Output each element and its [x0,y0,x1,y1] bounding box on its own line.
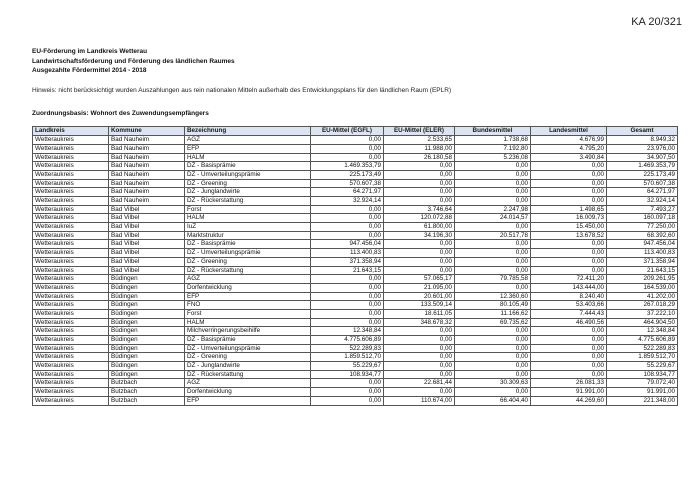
table-row [33,205,678,214]
cell-eler: 0,00 [384,240,455,249]
cell-gesamt: 23.976,00 [607,144,678,153]
cell-egfl: 0,00 [311,379,384,388]
cell-eler: 0,00 [384,257,455,266]
cell-gesamt: 21.643,15 [607,266,678,275]
cell-bezeichnung: DZ - Umverteilungsprämie [185,344,311,353]
cell-eler: 0,00 [384,266,455,275]
cell-bezeichnung: Milchverringerungsbeihilfe [185,327,311,336]
cell-eler: 0,00 [384,327,455,336]
table-row [33,344,678,353]
cell-gesamt: 37.222,10 [607,309,678,318]
table-row [33,249,678,258]
cell-eler: 0,00 [384,336,455,345]
cell-eler: 18.611,05 [384,309,455,318]
cell-bezeichnung: Marktstruktur [185,231,311,240]
cell-kommune: Bad Nauheim [109,197,185,206]
table-row [33,214,678,223]
cell-gesamt: 32.924,14 [607,197,678,206]
cell-bezeichnung: Forst [185,309,311,318]
cell-egfl: 0,00 [311,205,384,214]
cell-egfl: 0,00 [311,275,384,284]
cell-eler: 0,00 [384,370,455,379]
table-row [33,396,678,405]
cell-egfl: 0,00 [311,388,384,397]
cell-landkreis: Wetteraukreis [33,362,109,371]
cell-egfl: 947.456,04 [311,240,384,249]
cell-bundesmittel: 0,00 [455,336,531,345]
cell-kommune: Butzbach [109,396,185,405]
cell-gesamt: 1.469.353,79 [607,162,678,171]
cell-bundesmittel: 0,00 [455,370,531,379]
cell-landkreis: Wetteraukreis [33,370,109,379]
cell-kommune: Bad Vilbel [109,223,185,232]
cell-landesmittel: 0,00 [531,197,607,206]
cell-landesmittel: 8.240,40 [531,292,607,301]
cell-bundesmittel: 1.738,68 [455,136,531,145]
cell-bundesmittel: 0,00 [455,162,531,171]
table-row [33,144,678,153]
cell-bundesmittel: 0,00 [455,249,531,258]
cell-bundesmittel: 12.360,60 [455,292,531,301]
cell-bundesmittel: 11.166,62 [455,309,531,318]
cell-landkreis: Wetteraukreis [33,396,109,405]
cell-gesamt: 113.400,83 [607,249,678,258]
cell-bezeichnung: Forst [185,205,311,214]
table-row [33,327,678,336]
column-header-gesamt: Gesamt [607,127,678,136]
cell-landesmittel: 143.444,00 [531,283,607,292]
cell-egfl: 1.469.353,79 [311,162,384,171]
cell-gesamt: 267.018,29 [607,301,678,310]
cell-bezeichnung: FNO [185,301,311,310]
cell-landkreis: Wetteraukreis [33,179,109,188]
hint-note: Hinweis: nicht berücksichtigt wurden Auszahlungen aus rein nationalen Mitteln außerhalb des Entwicklungsplans für den ländlichen Raum (EPLR) [32,87,452,94]
header-line-2: Landwirtschaftsförderung und Förderung des ländlichen Raumes [32,57,235,65]
cell-kommune: Büdingen [109,301,185,310]
table-row [33,188,678,197]
cell-kommune: Bad Nauheim [109,179,185,188]
cell-gesamt: 209.261,95 [607,275,678,284]
cell-egfl: 0,00 [311,144,384,153]
cell-bezeichnung: DZ - Greening [185,257,311,266]
cell-bezeichnung: DZ - Basisprämie [185,336,311,345]
column-header-egfl: EU-Mittel (EGFL) [311,127,384,136]
cell-bundesmittel: 5.236,08 [455,153,531,162]
cell-landkreis: Wetteraukreis [33,223,109,232]
cell-egfl: 108.934,77 [311,370,384,379]
cell-kommune: Bad Vilbel [109,205,185,214]
cell-eler: 22.681,44 [384,379,455,388]
cell-egfl: 371.358,94 [311,257,384,266]
cell-eler: 0,00 [384,353,455,362]
cell-eler: 0,00 [384,249,455,258]
cell-kommune: Bad Vilbel [109,240,185,249]
cell-egfl: 0,00 [311,153,384,162]
cell-egfl: 0,00 [311,301,384,310]
cell-kommune: Bad Nauheim [109,144,185,153]
cell-gesamt: 570.607,38 [607,179,678,188]
table-row [33,292,678,301]
cell-eler: 61.800,00 [384,223,455,232]
cell-eler: 110.674,00 [384,396,455,405]
table-row [33,353,678,362]
cell-kommune: Bad Nauheim [109,170,185,179]
cell-bezeichnung: Dorfentwicklung [185,283,311,292]
cell-landesmittel: 46.490,56 [531,318,607,327]
cell-landkreis: Wetteraukreis [33,275,109,284]
cell-bezeichnung: HALM [185,214,311,223]
cell-egfl: 0,00 [311,309,384,318]
cell-bundesmittel: 0,00 [455,362,531,371]
cell-gesamt: 12.348,84 [607,327,678,336]
cell-kommune: Büdingen [109,275,185,284]
cell-landesmittel: 7.444,43 [531,309,607,318]
cell-bezeichnung: Dorfentwicklung [185,388,311,397]
cell-gesamt: 8.949,32 [607,136,678,145]
cell-eler: 0,00 [384,362,455,371]
cell-landesmittel: 0,00 [531,188,607,197]
cell-bezeichnung: AGZ [185,136,311,145]
column-header-landesmittel: Landesmittel [531,127,607,136]
cell-eler: 0,00 [384,388,455,397]
cell-kommune: Bad Nauheim [109,162,185,171]
cell-landesmittel: 0,00 [531,240,607,249]
table-row [33,223,678,232]
cell-landesmittel: 0,00 [531,266,607,275]
cell-gesamt: 947.456,04 [607,240,678,249]
cell-egfl: 113.400,83 [311,249,384,258]
cell-gesamt: 164.539,00 [607,283,678,292]
cell-kommune: Bad Vilbel [109,266,185,275]
cell-landesmittel: 4.676,99 [531,136,607,145]
cell-egfl: 55.229,67 [311,362,384,371]
header-line-1: EU-Förderung im Landkreis Wetterau [32,48,148,55]
cell-egfl: 64.271,97 [311,188,384,197]
cell-landkreis: Wetteraukreis [33,257,109,266]
cell-kommune: Bad Vilbel [109,257,185,266]
cell-bundesmittel: 79.785,58 [455,275,531,284]
cell-landesmittel: 15.450,00 [531,223,607,232]
cell-bezeichnung: EFP [185,144,311,153]
cell-bezeichnung: HALM [185,318,311,327]
cell-egfl: 0,00 [311,223,384,232]
cell-egfl: 32.924,14 [311,197,384,206]
cell-gesamt: 64.271,97 [607,188,678,197]
cell-landkreis: Wetteraukreis [33,249,109,258]
cell-landkreis: Wetteraukreis [33,344,109,353]
table-row [33,309,678,318]
cell-bezeichnung: DZ - Rückerstattung [185,370,311,379]
cell-egfl: 0,00 [311,231,384,240]
table-row [33,370,678,379]
cell-gesamt: 55.229,67 [607,362,678,371]
cell-landesmittel: 3.490,84 [531,153,607,162]
cell-landesmittel: 0,00 [531,362,607,371]
cell-landkreis: Wetteraukreis [33,309,109,318]
cell-landesmittel: 13.678,52 [531,231,607,240]
cell-kommune: Büdingen [109,370,185,379]
cell-bundesmittel: 80.105,49 [455,301,531,310]
cell-gesamt: 79.072,40 [607,379,678,388]
cell-eler: 0,00 [384,179,455,188]
table-row [33,283,678,292]
cell-bezeichnung: AGZ [185,379,311,388]
cell-bezeichnung: DZ - Basisprämie [185,162,311,171]
cell-egfl: 0,00 [311,292,384,301]
cell-landesmittel: 53.403,66 [531,301,607,310]
cell-bundesmittel: 69.735,62 [455,318,531,327]
cell-bezeichnung: DZ - Basisprämie [185,240,311,249]
cell-bundesmittel: 0,00 [455,344,531,353]
table-row [33,170,678,179]
cell-eler: 0,00 [384,188,455,197]
table-row [33,240,678,249]
cell-kommune: Büdingen [109,336,185,345]
cell-landkreis: Wetteraukreis [33,301,109,310]
cell-bundesmittel: 0,00 [455,266,531,275]
cell-landkreis: Wetteraukreis [33,214,109,223]
table-row [33,275,678,284]
cell-gesamt: 160.097,18 [607,214,678,223]
cell-bundesmittel: 30.309,63 [455,379,531,388]
cell-eler: 34.196,30 [384,231,455,240]
cell-bezeichnung: HALM [185,153,311,162]
cell-egfl: 4.775.606,89 [311,336,384,345]
cell-eler: 57.065,17 [384,275,455,284]
cell-gesamt: 34.907,50 [607,153,678,162]
cell-kommune: Büdingen [109,353,185,362]
cell-bundesmittel: 0,00 [455,179,531,188]
cell-kommune: Büdingen [109,309,185,318]
document-header [32,47,235,76]
cell-eler: 0,00 [384,170,455,179]
cell-eler: 0,00 [384,344,455,353]
cell-kommune: Büdingen [109,283,185,292]
cell-landkreis: Wetteraukreis [33,231,109,240]
cell-kommune: Bad Vilbel [109,231,185,240]
cell-landesmittel: 0,00 [531,336,607,345]
cell-gesamt: 464.904,50 [607,318,678,327]
cell-egfl: 522.289,83 [311,344,384,353]
cell-landkreis: Wetteraukreis [33,318,109,327]
cell-gesamt: 77.250,00 [607,223,678,232]
table-row [33,257,678,266]
table-row [33,136,678,145]
cell-landkreis: Wetteraukreis [33,153,109,162]
cell-landesmittel: 44.269,60 [531,396,607,405]
cell-kommune: Büdingen [109,327,185,336]
table-row [33,266,678,275]
cell-egfl: 570.607,38 [311,179,384,188]
cell-kommune: Butzbach [109,379,185,388]
cell-bundesmittel: 20.517,78 [455,231,531,240]
cell-landkreis: Wetteraukreis [33,266,109,275]
column-header-eler: EU-Mittel (ELER) [384,127,455,136]
cell-kommune: Büdingen [109,362,185,371]
column-header-bezeichnung: Bezeichnung [185,127,311,136]
cell-egfl: 0,00 [311,136,384,145]
cell-landkreis: Wetteraukreis [33,136,109,145]
cell-bezeichnung: DZ - Umverteilungsprämie [185,170,311,179]
cell-bundesmittel: 24.014,57 [455,214,531,223]
cell-egfl: 0,00 [311,214,384,223]
cell-landesmittel: 0,00 [531,257,607,266]
cell-landesmittel: 0,00 [531,344,607,353]
cell-bundesmittel: 0,00 [455,240,531,249]
cell-landesmittel: 0,00 [531,179,607,188]
cell-gesamt: 221.348,00 [607,396,678,405]
cell-eler: 0,00 [384,162,455,171]
cell-egfl: 12.348,84 [311,327,384,336]
cell-eler: 0,00 [384,197,455,206]
cell-eler: 21.095,00 [384,283,455,292]
funding-table [32,126,678,406]
cell-gesamt: 522.289,83 [607,344,678,353]
cell-eler: 3.746,64 [384,205,455,214]
table-row [33,153,678,162]
cell-gesamt: 41.202,00 [607,292,678,301]
cell-gesamt: 108.934,77 [607,370,678,379]
cell-landesmittel: 1.498,65 [531,205,607,214]
cell-bundesmittel: 0,00 [455,388,531,397]
cell-gesamt: 68.392,60 [607,231,678,240]
cell-eler: 348.678,32 [384,318,455,327]
cell-bezeichnung: DZ - Rückerstattung [185,197,311,206]
cell-egfl: 21.643,15 [311,266,384,275]
cell-eler: 133.509,14 [384,301,455,310]
cell-landkreis: Wetteraukreis [33,144,109,153]
cell-landkreis: Wetteraukreis [33,353,109,362]
cell-bundesmittel: 7.192,80 [455,144,531,153]
column-header-landkreis: Landkreis [33,127,109,136]
cell-landkreis: Wetteraukreis [33,388,109,397]
table-row [33,162,678,171]
cell-egfl: 1.859.512,70 [311,353,384,362]
cell-landesmittel: 91.991,00 [531,388,607,397]
cell-eler: 11.988,00 [384,144,455,153]
cell-landesmittel: 0,00 [531,162,607,171]
cell-bezeichnung: EFP [185,292,311,301]
table-row [33,301,678,310]
cell-kommune: Bad Nauheim [109,188,185,197]
table-row [33,336,678,345]
cell-bezeichnung: AGZ [185,275,311,284]
cell-landesmittel: 16.009,73 [531,214,607,223]
table-row [33,379,678,388]
cell-landesmittel: 26.081,33 [531,379,607,388]
cell-eler: 26.180,58 [384,153,455,162]
cell-landkreis: Wetteraukreis [33,379,109,388]
header-line-3: Ausgezahlte Fördermittel 2014 - 2018 [32,67,147,75]
cell-gesamt: 225.173,49 [607,170,678,179]
cell-kommune: Bad Vilbel [109,214,185,223]
table-row [33,231,678,240]
cell-gesamt: 371.358,94 [607,257,678,266]
cell-egfl: 0,00 [311,318,384,327]
cell-landkreis: Wetteraukreis [33,327,109,336]
cell-landesmittel: 0,00 [531,170,607,179]
cell-landkreis: Wetteraukreis [33,336,109,345]
cell-landkreis: Wetteraukreis [33,283,109,292]
cell-landesmittel: 4.795,20 [531,144,607,153]
cell-bezeichnung: DZ - Greening [185,179,311,188]
cell-egfl: 0,00 [311,396,384,405]
cell-landkreis: Wetteraukreis [33,240,109,249]
table-header-row [33,127,678,136]
cell-gesamt: 4.775.606,89 [607,336,678,345]
cell-landkreis: Wetteraukreis [33,188,109,197]
cell-bezeichnung: EFP [185,396,311,405]
cell-bezeichnung: DZ - Greening [185,353,311,362]
table-row [33,179,678,188]
cell-kommune: Büdingen [109,292,185,301]
cell-bezeichnung: DZ - Umverteilungsprämie [185,249,311,258]
column-header-kommune: Kommune [109,127,185,136]
table-row [33,388,678,397]
cell-bezeichnung: IuZ [185,223,311,232]
cell-landkreis: Wetteraukreis [33,205,109,214]
cell-egfl: 225.173,49 [311,170,384,179]
cell-landesmittel: 0,00 [531,370,607,379]
cell-eler: 20.601,00 [384,292,455,301]
basis-note: Zuordnungsbasis: Wohnort des Zuwendungsempfängers [32,110,209,117]
cell-landesmittel: 0,00 [531,327,607,336]
cell-bundesmittel: 2.247,98 [455,205,531,214]
cell-kommune: Büdingen [109,344,185,353]
cell-gesamt: 1.859.512,70 [607,353,678,362]
cell-bundesmittel: 0,00 [455,327,531,336]
cell-bundesmittel: 0,00 [455,257,531,266]
cell-egfl: 0,00 [311,283,384,292]
cell-bundesmittel: 0,00 [455,197,531,206]
cell-eler: 2.533,65 [384,136,455,145]
cell-landkreis: Wetteraukreis [33,170,109,179]
cell-landesmittel: 72.411,20 [531,275,607,284]
cell-gesamt: 91.991,00 [607,388,678,397]
cell-bundesmittel: 0,00 [455,353,531,362]
cell-bezeichnung: DZ - Junglandwirte [185,188,311,197]
cell-kommune: Büdingen [109,318,185,327]
cell-bundesmittel: 0,00 [455,170,531,179]
cell-bezeichnung: DZ - Junglandwirte [185,362,311,371]
cell-bundesmittel: 0,00 [455,188,531,197]
cell-landesmittel: 0,00 [531,353,607,362]
table-body [33,136,678,405]
table-row [33,197,678,206]
cell-landkreis: Wetteraukreis [33,197,109,206]
cell-kommune: Bad Vilbel [109,249,185,258]
cell-kommune: Bad Nauheim [109,153,185,162]
cell-eler: 120.072,88 [384,214,455,223]
cell-kommune: Butzbach [109,388,185,397]
cell-landkreis: Wetteraukreis [33,162,109,171]
cell-landesmittel: 0,00 [531,249,607,258]
table-row [33,318,678,327]
cell-bezeichnung: DZ - Rückerstattung [185,266,311,275]
cell-landkreis: Wetteraukreis [33,292,109,301]
cell-bundesmittel: 66.404,40 [455,396,531,405]
cell-bundesmittel: 0,00 [455,283,531,292]
table-row [33,362,678,371]
document-reference: KA 20/321 [631,16,682,28]
cell-bundesmittel: 0,00 [455,223,531,232]
cell-gesamt: 7.493,27 [607,205,678,214]
column-header-bundesmittel: Bundesmittel [455,127,531,136]
cell-kommune: Bad Nauheim [109,136,185,145]
